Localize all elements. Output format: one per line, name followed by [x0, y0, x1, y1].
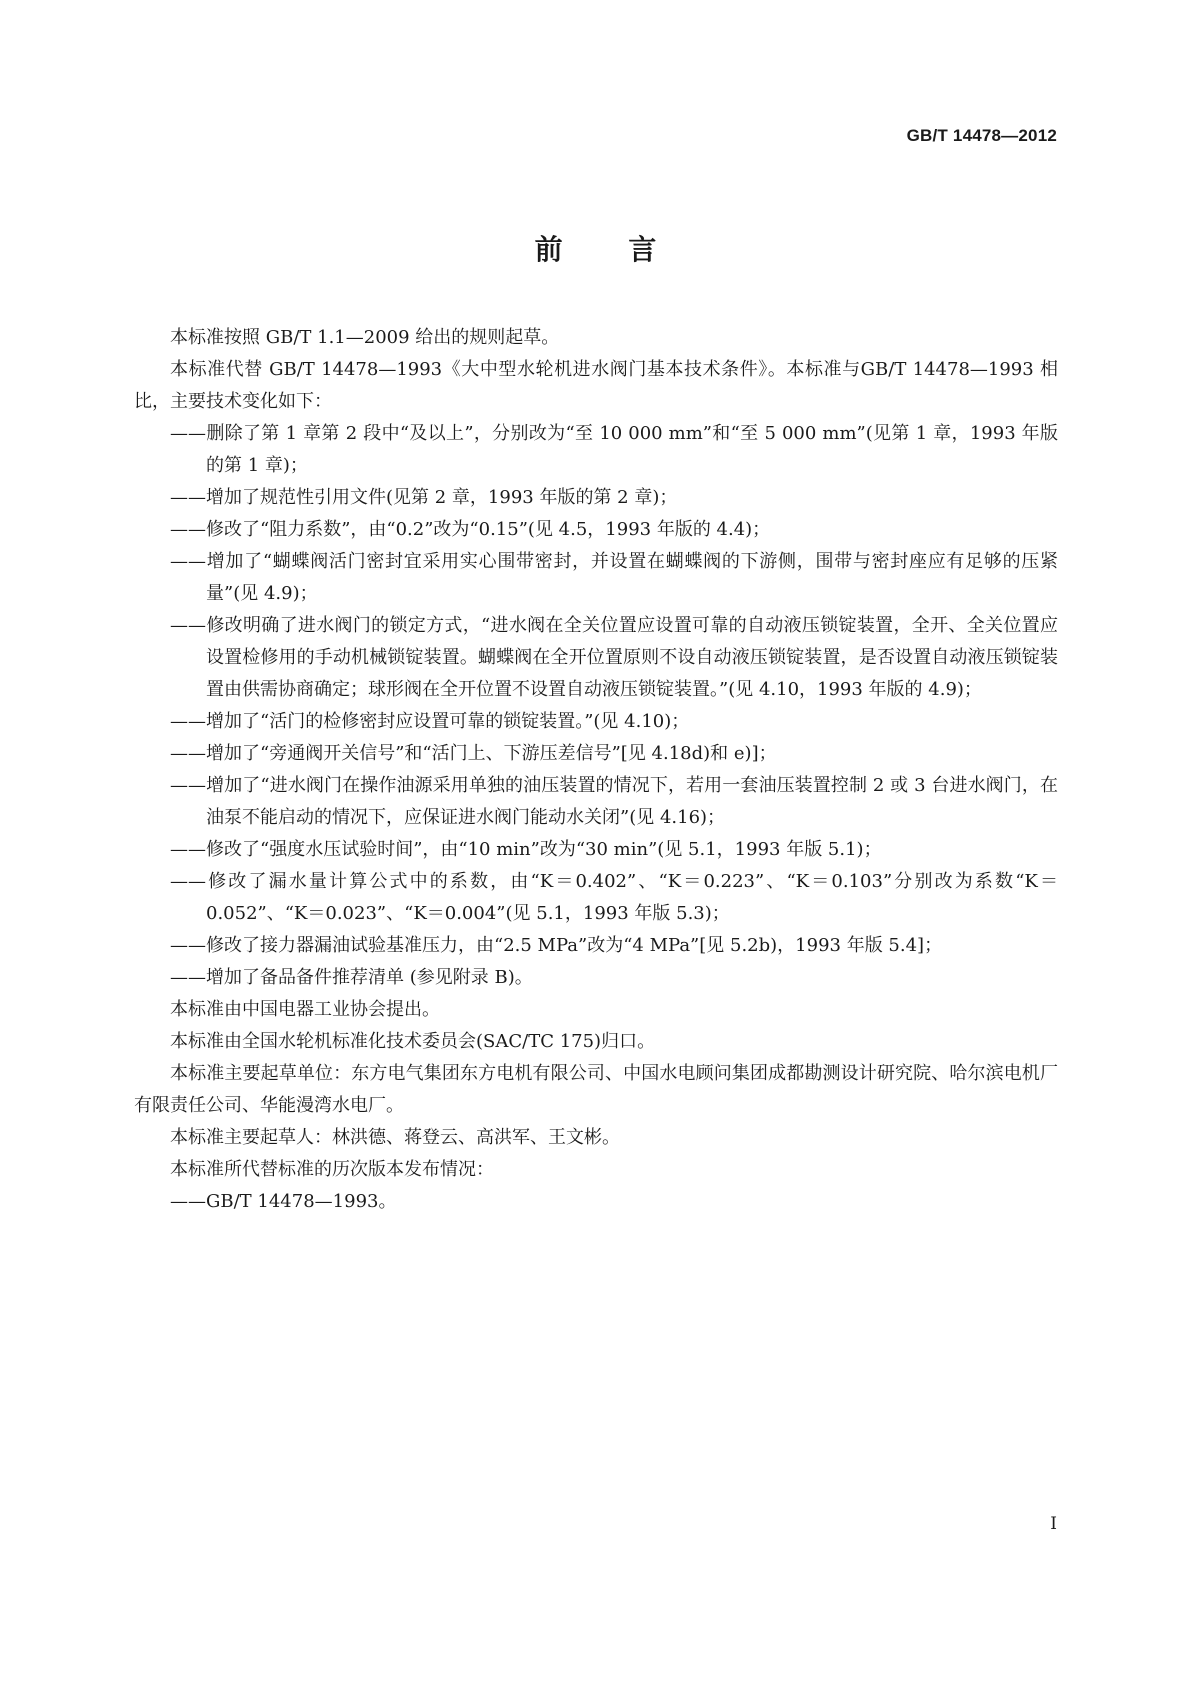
paragraph-history: 本标准所代替标准的历次版本发布情况： [170, 1159, 494, 1180]
list-item: ——增加了规范性引用文件(见第 2 章，1993 年版的第 2 章)； [170, 487, 678, 508]
paragraph-drafting-units: 本标准主要起草单位：东方电气集团东方电机有限公司、中国水电顾问集团成都勘测设计研究院、哈尔滨电机厂有限责任公司、华能漫湾水电厂。 [134, 1063, 1058, 1116]
standard-number: GB/T 14478—2012 [906, 126, 1057, 145]
list-item: ——修改明确了进水阀门的锁定方式，“进水阀在全关位置应设置可靠的自动液压锁锭装置，全开、全关位置应设置检修用的手动机械锁锭装置。蝴蝶阀在全开位置原则不设自动液压锁锭装置，是否设置自动液压锁锭装置由供需协商确定；球形阀在全开位置不设置自动液压锁锭装置。”(见 4.10，1993 年版的 4.9)； [170, 615, 1058, 700]
list-item: ——修改了漏水量计算公式中的系数，由“K＝0.402”、“K＝0.223”、“K＝0.103”分别改为系数“K＝0.052”、“K＝0.023”、“K＝0.004”(见 5.1，1993 年版 5.3)； [170, 871, 1058, 924]
list-item: ——修改了接力器漏油试验基准压力，由“2.5 MPa”改为“4 MPa”[见 5.2b)，1993 年版 5.4]； [170, 935, 943, 956]
list-item: ——增加了“进水阀门在操作油源采用单独的油压装置的情况下，若用一套油压装置控制 2 或 3 台进水阀门，在油泵不能启动的情况下，应保证进水阀门能动水关闭”(见 4.16)； [170, 775, 1058, 828]
list-item: ——删除了第 1 章第 2 段中“及以上”，分别改为“至 10 000 mm”和“至 5 000 mm”(见第 1 章，1993 年版的第 1 章)； [170, 423, 1058, 476]
paragraph-proposer: 本标准由中国电器工业协会提出。 [170, 999, 440, 1020]
page-title: 前 言 [534, 233, 685, 266]
list-item: ——增加了“旁通阀开关信号”和“活门上、下游压差信号”[见 4.18d)和 e)]； [170, 743, 777, 764]
list-item: ——修改了“强度水压试验时间”，由“10 min”改为“30 min”(见 5.1，1993 年版 5.1)； [170, 839, 882, 860]
foreword-body [134, 322, 1058, 1218]
page-number: I [1050, 1514, 1057, 1534]
paragraph-drafters: 本标准主要起草人：林洪德、蒋登云、高洪军、王文彬。 [170, 1127, 620, 1148]
list-item: ——增加了“活门的检修密封应设置可靠的锁锭装置。”(见 4.10)； [170, 711, 690, 732]
list-item: ——增加了“蝴蝶阀活门密封宜采用实心围带密封，并设置在蝴蝶阀的下游侧，围带与密封座应有足够的压紧量”(见 4.9)； [170, 551, 1058, 604]
paragraph-replacement: 本标准代替 GB/T 14478—1993《大中型水轮机进水阀门基本技术条件》。本标准与GB/T 14478—1993 相比，主要技术变化如下： [134, 359, 1058, 412]
list-item: ——修改了“阻力系数”，由“0.2”改为“0.15”(见 4.5，1993 年版的 4.4)； [170, 519, 771, 540]
paragraph-committee: 本标准由全国水轮机标准化技术委员会(SAC/TC 175)归口。 [170, 1031, 656, 1052]
list-item: ——增加了备品备件推荐清单 (参见附录 B)。 [170, 967, 533, 988]
paragraph-drafting-rules: 本标准按照 GB/T 1.1—2009 给出的规则起草。 [170, 327, 560, 348]
list-item: ——GB/T 14478—1993。 [170, 1191, 397, 1212]
